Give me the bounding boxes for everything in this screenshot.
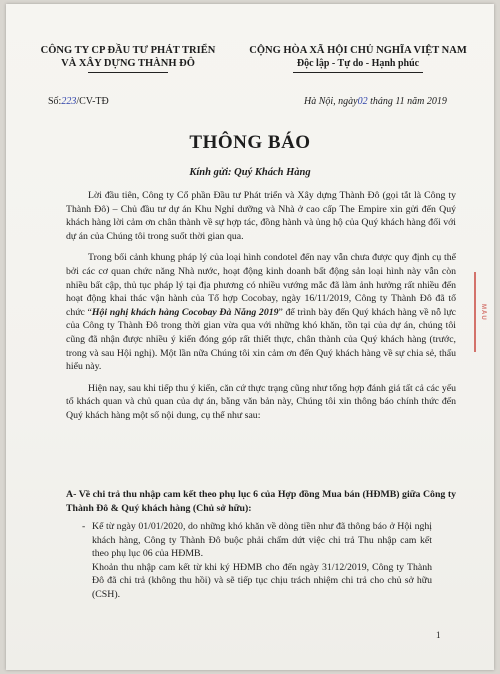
document-title: THÔNG BÁO — [189, 132, 311, 153]
body-text — [66, 189, 456, 431]
margin-stamp: MẪU — [474, 272, 490, 352]
date-line — [304, 96, 447, 107]
ref-number: 223 — [61, 96, 77, 107]
list-item — [82, 520, 432, 561]
nation-name: CỘNG HÒA XÃ HỘI CHỦ NGHĨA VIỆT NAM — [249, 45, 467, 56]
greeting: Kính gửi: Quý Khách Hàng — [189, 167, 311, 178]
date-suffix: tháng 11 năm 2019 — [370, 96, 447, 107]
conference-name: Hội nghị khách hàng Cocobay Đà Nẵng 2019 — [91, 306, 279, 318]
ref-prefix: Số: — [48, 96, 62, 107]
company-header — [28, 44, 228, 73]
ref-suffix: /CV-TĐ — [76, 96, 109, 107]
section-a-heading: A- Về chi trả thu nhập cam kết theo phụ lục 6 của Hợp đồng Mua bán (HĐMB) giữa Công ty Thành Đô & Quý khách hàng (Chủ sở hữu): — [66, 489, 456, 514]
company-name-line1: CÔNG TY CP ĐẦU TƯ PHÁT TRIỂN — [40, 45, 216, 56]
page-number: 1 — [436, 630, 441, 640]
document-page — [6, 4, 494, 670]
list-item — [82, 561, 432, 602]
company-name-line2: VÀ XÂY DỰNG THÀNH ĐÔ — [61, 58, 195, 69]
list-item-text: Kể từ ngày 01/01/2020, do những khó khăn về dòng tiền như đã thông báo ở Hội nghị khách hàng, Công ty Thành Đô buộc phải chấm dứt việc chi trả Thu nhập cam kết theo phụ lục 06 của HĐMB. — [92, 521, 432, 560]
date-day: 02 — [357, 96, 368, 107]
paragraph-3: Hiện nay, sau khi tiếp thu ý kiến, căn cứ thực trạng cũng như tổng hợp đánh giá tất cả các yếu tố khách quan và chủ quan của dự án, bằng văn bản này, Chúng tôi xin thông báo chính thức đến Quý khách hàng một số nội dung, cụ thể như sau: — [66, 382, 456, 421]
list-item-text: Khoản thu nhập cam kết từ khi ký HĐMB cho đến ngày 31/12/2019, Công ty Thành Đô đã chi trả (không thu hồi) và sẽ tiếp tục chịu trách nhiệm chi trả cho chủ sở hữu (CSH). — [92, 561, 432, 600]
paragraph-2 — [66, 251, 456, 373]
motto-underline — [293, 72, 423, 73]
bullet-dash: - — [82, 521, 86, 532]
nation-header — [234, 44, 482, 73]
paragraph-1: Lời đầu tiên, Công ty Cổ phần Đầu tư Phát triển và Xây dựng Thành Đô (gọi tắt là Công ty Thành Đô) – Chủ đầu tư dự án Khu Nghỉ dưỡng và Nhà ở cao cấp The Empire xin gửi đến Quý khách hàng lời cảm ơn chân thành về sự hợp tác, đồng hành và ủng hộ của Quý khách hàng đối với dự án của Chúng tôi trong suốt thời gian qua. — [66, 190, 456, 242]
paragraph-2-end: ” để trình bày đến Quý khách hàng về nỗ lực của Công ty Thành Đô trong thời gian vừa qua với những khó khăn, tồn tại của dự án, chúng tôi cũng đã nhận được nhiều ý kiến đóng góp rất thiết thực, chân thành của Quý khách hàng (trước, trong và sau Hội nghị). Một lần nữa Chúng tôi xin cảm ơn đến Quý khách hàng về sự chia sẻ, thấu hiểu này. — [66, 306, 456, 373]
reference-number — [48, 96, 109, 107]
paragraph-2-start: Trong bối cảnh khung pháp lý của loại hình condotel đến nay vẫn chưa được quy định cụ thể bởi các cơ quan chức năng Nhà nước, hoạt động kinh doanh bất động sản loại hình này vẫn còn nhiều bất cập, thủ tục pháp lý tại địa phương có nhiều vướng mắc đã làm ảnh hưởng rất nhiều đến hoạt động khai thác vận hành của Tổ hợp Cocobay, ngày 16/11/2019, Công ty Thành Đô đã tổ chức “ — [66, 252, 456, 318]
company-underline — [88, 72, 168, 73]
date-prefix: Hà Nội, ngày — [304, 96, 358, 107]
section-a-list — [82, 520, 432, 602]
nation-motto: Độc lập - Tự do - Hạnh phúc — [296, 58, 420, 69]
